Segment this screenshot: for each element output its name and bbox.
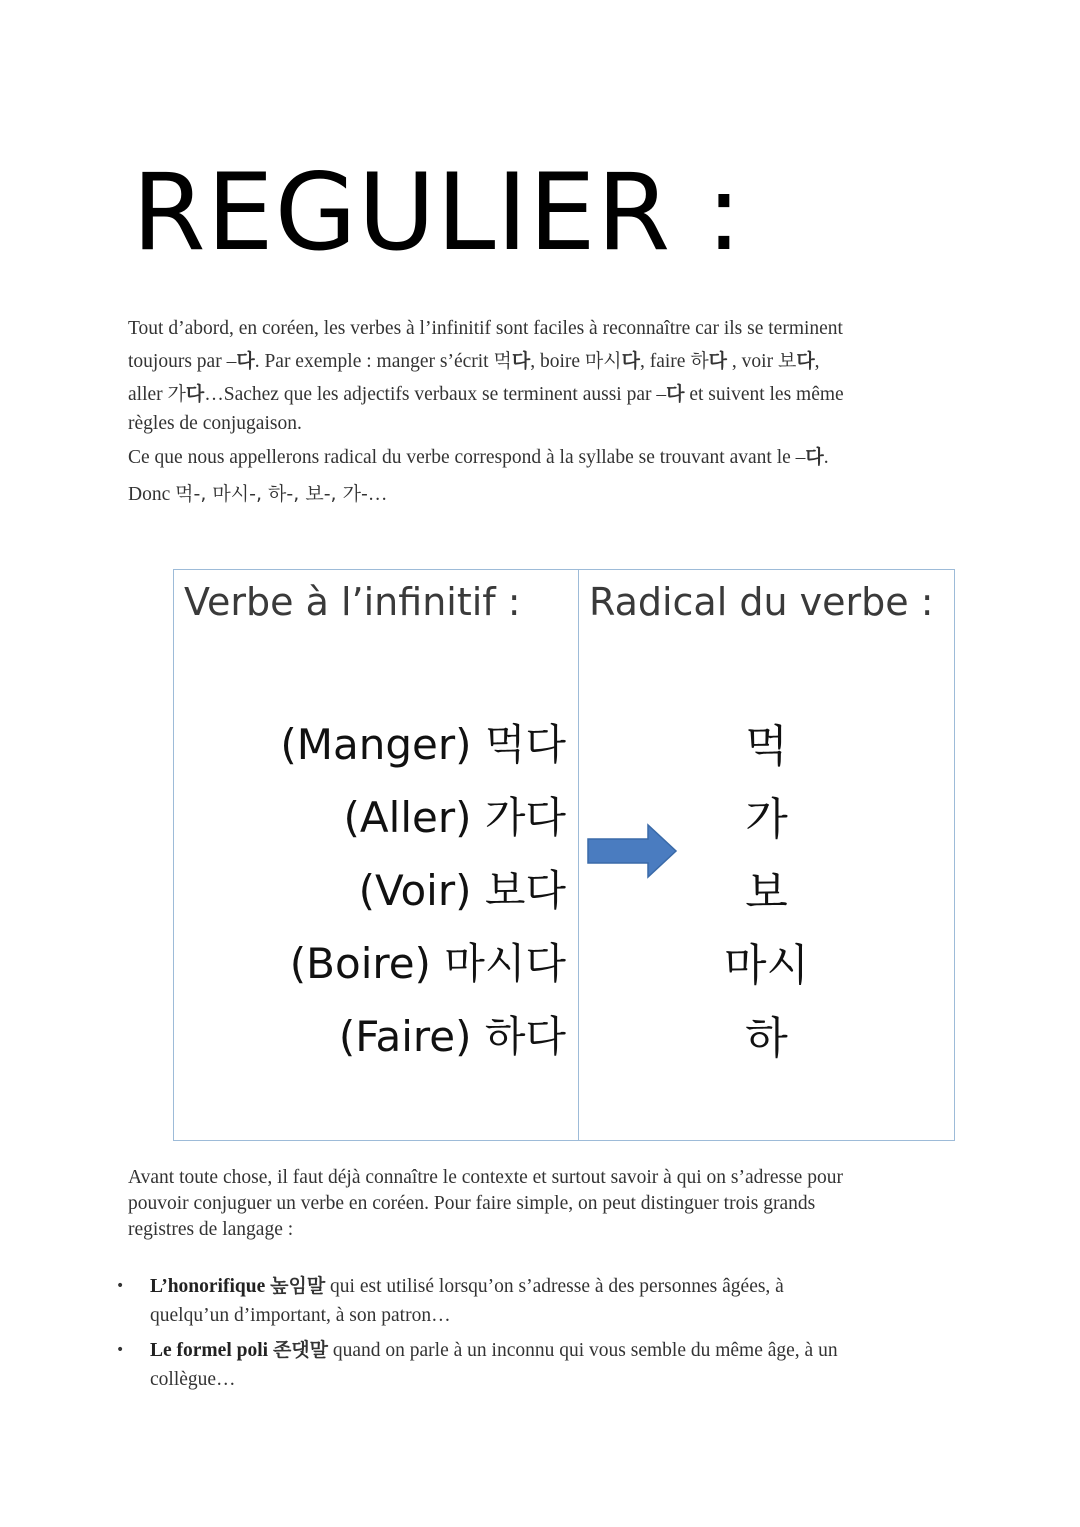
intro-line-5: Ce que nous appellerons radical du verbe correspond à la syllabe se trouvant avant le –다.	[128, 446, 829, 468]
verb-item: (Voir) 보다	[358, 866, 566, 915]
page-title: REGULIER :	[132, 151, 743, 274]
intro-line-3: aller 가다…Sachez que les adjectifs verbaux se terminent aussi par –다 et suivent les même	[128, 383, 844, 405]
context-line-1: Avant toute chose, il faut déjà connaître le contexte et surtout savoir à qui on s’adresse pour	[128, 1167, 843, 1188]
infinitive-column	[173, 569, 579, 1141]
infinitive-list	[280, 708, 566, 1073]
register-list	[112, 1272, 952, 1400]
context-line-3: registres de langage :	[128, 1219, 294, 1240]
verb-item: (Faire) 하다	[338, 1012, 566, 1061]
verb-item: (Aller) 가다	[343, 793, 566, 842]
radical-header: Radical du verbe :	[589, 580, 934, 624]
intro-line-6: Donc 먹-, 마시-, 하-, 보-, 가-…	[128, 483, 388, 505]
intro-line-4: règles de conjugaison.	[128, 413, 302, 434]
intro-line-2: toujours par –다. Par exemple : manger s’écrit 먹다, boire 마시다, faire 하다 , voir 보다,	[128, 350, 820, 372]
context-paragraph	[128, 1165, 948, 1243]
radical-item: 보	[745, 867, 788, 918]
verb-item: (Manger) 먹다	[280, 720, 566, 769]
context-line-2: pouvoir conjuguer un verbe en coréen. Pour faire simple, on peut distinguer trois grands	[128, 1193, 816, 1214]
infinitive-header: Verbe à l’infinitif :	[184, 580, 521, 624]
radical-item: 마시	[723, 940, 809, 991]
radical-item: 가	[745, 794, 788, 845]
list-item: • Le formel poli 존댓말 quand on parle à un inconnu qui vous semble du même âge, à un collègue…	[112, 1336, 952, 1394]
intro-paragraph	[128, 313, 948, 511]
bullet-icon: •	[116, 1342, 125, 1358]
radical-list	[579, 710, 954, 1075]
intro-line-1: Tout d’abord, en coréen, les verbes à l’infinitif sont faciles à reconnaître car ils se terminent	[128, 318, 843, 339]
verb-radical-table	[173, 569, 955, 1143]
radical-item: 먹	[745, 721, 788, 772]
list-item: • L’honorifique 높임말 qui est utilisé lorsqu’on s’adresse à des personnes âgées, à quelqu’un d’important, à son patron…	[112, 1272, 952, 1330]
verb-item: (Boire) 마시다	[289, 939, 566, 988]
radical-item: 하	[745, 1013, 788, 1064]
bullet-icon: •	[116, 1278, 125, 1294]
arrow-right-icon	[586, 823, 678, 879]
